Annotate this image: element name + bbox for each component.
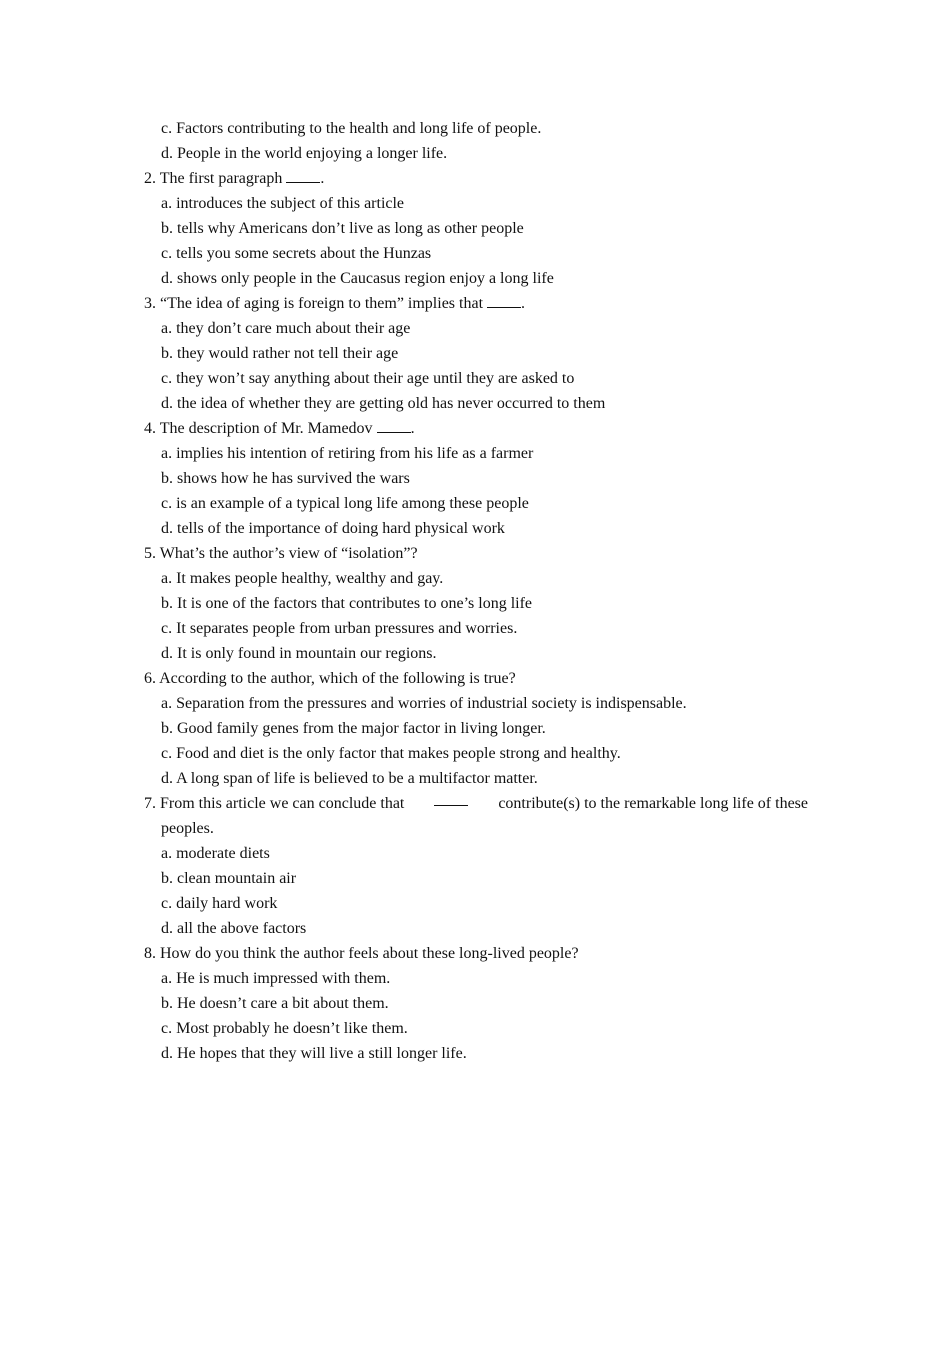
q6-option-c: c. Food and diet is the only factor that makes people strong and healthy. bbox=[161, 745, 621, 762]
q4-option-a: a. implies his intention of retiring from his life as a farmer bbox=[161, 445, 534, 462]
q4-option-d: d. tells of the importance of doing hard physical work bbox=[161, 520, 505, 537]
q3-option-c: c. they won’t say anything about their age until they are asked to bbox=[161, 370, 575, 387]
q8-option-c: c. Most probably he doesn’t like them. bbox=[161, 1020, 408, 1037]
q5-question: 5. What’s the author’s view of “isolation”? bbox=[144, 545, 418, 562]
q2-question-end: . bbox=[320, 170, 325, 187]
q4-question bbox=[144, 416, 812, 441]
q3-option-d: d. the idea of whether they are getting old has never occurred to them bbox=[161, 395, 606, 412]
q7-question-part-2: contribute(s) to the remarkable long life of these bbox=[498, 795, 808, 812]
q4-question-text: 4. The description of Mr. Mamedov bbox=[144, 420, 373, 437]
q7-question-part-1: 7. From this article we can conclude that bbox=[144, 795, 405, 812]
answer-blank bbox=[377, 418, 411, 433]
q1-option-c: c. Factors contributing to the health and long life of people. bbox=[161, 120, 542, 137]
q6-option-d: d. A long span of life is believed to be a multifactor matter. bbox=[161, 770, 538, 787]
q8-question: 8. How do you think the author feels about these long-lived people? bbox=[144, 945, 579, 962]
q6-option-b: b. Good family genes from the major factor in living longer. bbox=[161, 720, 546, 737]
q8-option-b: b. He doesn’t care a bit about them. bbox=[161, 995, 389, 1012]
q5-option-a: a. It makes people healthy, wealthy and gay. bbox=[161, 570, 444, 587]
q2-option-d: d. shows only people in the Caucasus region enjoy a long life bbox=[161, 270, 554, 287]
q3-option-a: a. they don’t care much about their age bbox=[161, 320, 411, 337]
q7-question-continuation: peoples. bbox=[161, 820, 214, 837]
q8-option-a: a. He is much impressed with them. bbox=[161, 970, 391, 987]
q6-question: 6. According to the author, which of the following is true? bbox=[144, 670, 516, 687]
q3-option-b: b. they would rather not tell their age bbox=[161, 345, 399, 362]
q2-option-a: a. introduces the subject of this article bbox=[161, 195, 405, 212]
q4-option-c: c. is an example of a typical long life among these people bbox=[161, 495, 529, 512]
q2-question bbox=[144, 166, 812, 191]
q5-option-b: b. It is one of the factors that contributes to one’s long life bbox=[161, 595, 533, 612]
q7-question bbox=[144, 791, 808, 816]
q2-option-b: b. tells why Americans don’t live as long as other people bbox=[161, 220, 524, 237]
q3-question-end: . bbox=[521, 295, 526, 312]
q3-question-text: 3. “The idea of aging is foreign to them” implies that bbox=[144, 295, 484, 312]
q2-option-c: c. tells you some secrets about the Hunzas bbox=[161, 245, 432, 262]
q3-question bbox=[144, 291, 812, 316]
q7-option-b: b. clean mountain air bbox=[161, 870, 297, 887]
q7-option-d: d. all the above factors bbox=[161, 920, 307, 937]
answer-blank bbox=[434, 791, 468, 806]
q4-option-b: b. shows how he has survived the wars bbox=[161, 470, 410, 487]
answer-blank bbox=[487, 293, 521, 308]
q5-option-c: c. It separates people from urban pressures and worries. bbox=[161, 620, 518, 637]
q4-question-end: . bbox=[410, 420, 415, 437]
q1-option-d: d. People in the world enjoying a longer life. bbox=[161, 145, 448, 162]
q2-question-text: 2. The first paragraph bbox=[144, 170, 283, 187]
q6-option-a: a. Separation from the pressures and worries of industrial society is indispensable. bbox=[161, 695, 687, 712]
quiz-content bbox=[144, 116, 812, 1066]
q8-option-d: d. He hopes that they will live a still longer life. bbox=[161, 1045, 467, 1062]
q7-option-c: c. daily hard work bbox=[161, 895, 278, 912]
q7-option-a: a. moderate diets bbox=[161, 845, 270, 862]
answer-blank bbox=[286, 168, 320, 183]
q5-option-d: d. It is only found in mountain our regions. bbox=[161, 645, 437, 662]
